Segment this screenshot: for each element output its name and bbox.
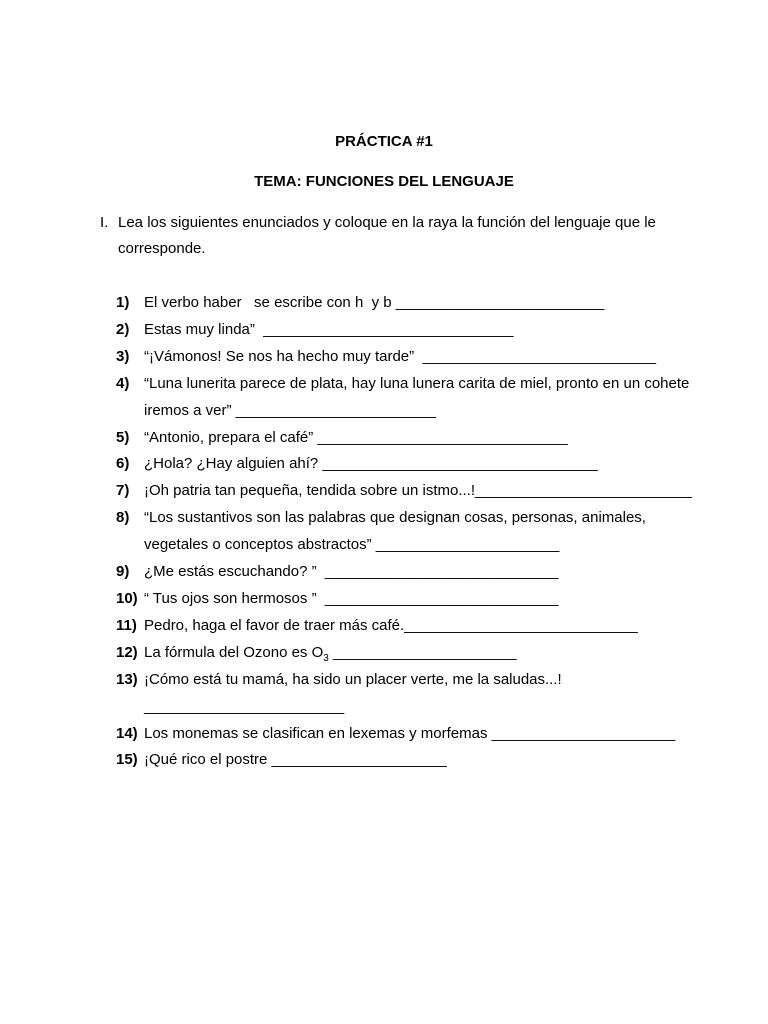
page-title: PRÁCTICA #1 — [335, 133, 433, 150]
instruction-text: Lea los siguientes enunciados y coloque en la raya la función del lenguaje que le corresponde. — [118, 214, 656, 257]
exercise-number: 15) — [116, 751, 138, 769]
exercise-text: “¡Vámonos! Se nos ha hecho muy tarde” ____________________________ — [144, 347, 657, 365]
exercise-item — [116, 478, 696, 505]
exercise-number: 11) — [116, 616, 137, 634]
exercise-text: Estas muy linda” ______________________________ — [144, 320, 514, 338]
exercise-number: 3) — [116, 347, 130, 365]
exercise-text: ¡Qué rico el postre _____________________ — [144, 751, 447, 769]
exercise-item — [116, 451, 696, 478]
exercise-item — [116, 290, 696, 317]
exercise-text-before: La fórmula del Ozono es O — [144, 643, 324, 661]
exercise-item — [116, 586, 696, 613]
section-numeral: I. — [100, 214, 109, 231]
exercise-text: “Luna lunerita parece de plata, hay luna lunera carita de miel, pronto en un cohete iremos a ver” ________________________ — [144, 374, 694, 419]
exercise-item — [116, 505, 696, 559]
exercise-number: 7) — [116, 482, 130, 500]
exercise-number: 13) — [116, 670, 138, 688]
exercise-number: 14) — [116, 724, 138, 742]
exercise-item — [116, 344, 696, 371]
exercise-item — [116, 721, 696, 748]
page-subtitle: TEMA: FUNCIONES DEL LENGUAJE — [254, 173, 514, 190]
exercise-item — [116, 747, 696, 774]
exercise-text: El verbo haber se escribe con h y b _________________________ — [144, 294, 605, 311]
exercise-number: 2) — [116, 320, 130, 338]
exercise-item — [116, 371, 696, 425]
exercise-item — [116, 317, 696, 344]
exercise-number: 8) — [116, 509, 130, 527]
exercise-text: Pedro, haga el favor de traer más café.____________________________ — [144, 616, 638, 634]
exercise-number: 5) — [116, 428, 130, 446]
exercise-text: “Antonio, prepara el café” ______________________________ — [144, 428, 568, 446]
subscript-number: 3 — [323, 652, 329, 664]
exercise-text: “ Tus ojos son hermosos ” ____________________________ — [144, 589, 559, 607]
exercise-item — [116, 667, 696, 721]
exercise-text: “Los sustantivos son las palabras que designan cosas, personas, animales, vegetales o conceptos abstractos” ______________________ — [144, 509, 651, 554]
exercise-item — [116, 640, 696, 667]
instruction-block — [100, 210, 690, 262]
exercise-number: 4) — [116, 374, 130, 392]
exercise-number: 9) — [116, 563, 130, 581]
exercise-text: ¿Hola? ¿Hay alguien ahí? _________________________________ — [144, 455, 598, 473]
exercise-text: ¡Oh patria tan pequeña, tendida sobre un istmo...!__________________________ — [144, 482, 692, 500]
exercise-number: 12) — [116, 643, 138, 661]
exercise-number: 6) — [116, 455, 130, 473]
exercise-text: ¿Me estás escuchando? ” ____________________________ — [144, 563, 559, 581]
exercise-item — [116, 613, 696, 640]
exercise-text — [144, 640, 696, 667]
exercise-text-after: ______________________ — [328, 643, 517, 661]
exercise-number: 1) — [116, 294, 130, 311]
exercise-list — [116, 290, 696, 774]
exercise-text: ¡Cómo está tu mamá, ha sido un placer verte, me la saludas...! ________________________ — [144, 670, 566, 715]
exercise-item — [116, 559, 696, 586]
exercise-text: Los monemas se clasifican en lexemas y morfemas ______________________ — [144, 724, 676, 742]
exercise-number: 10) — [116, 589, 138, 607]
exercise-item — [116, 425, 696, 452]
